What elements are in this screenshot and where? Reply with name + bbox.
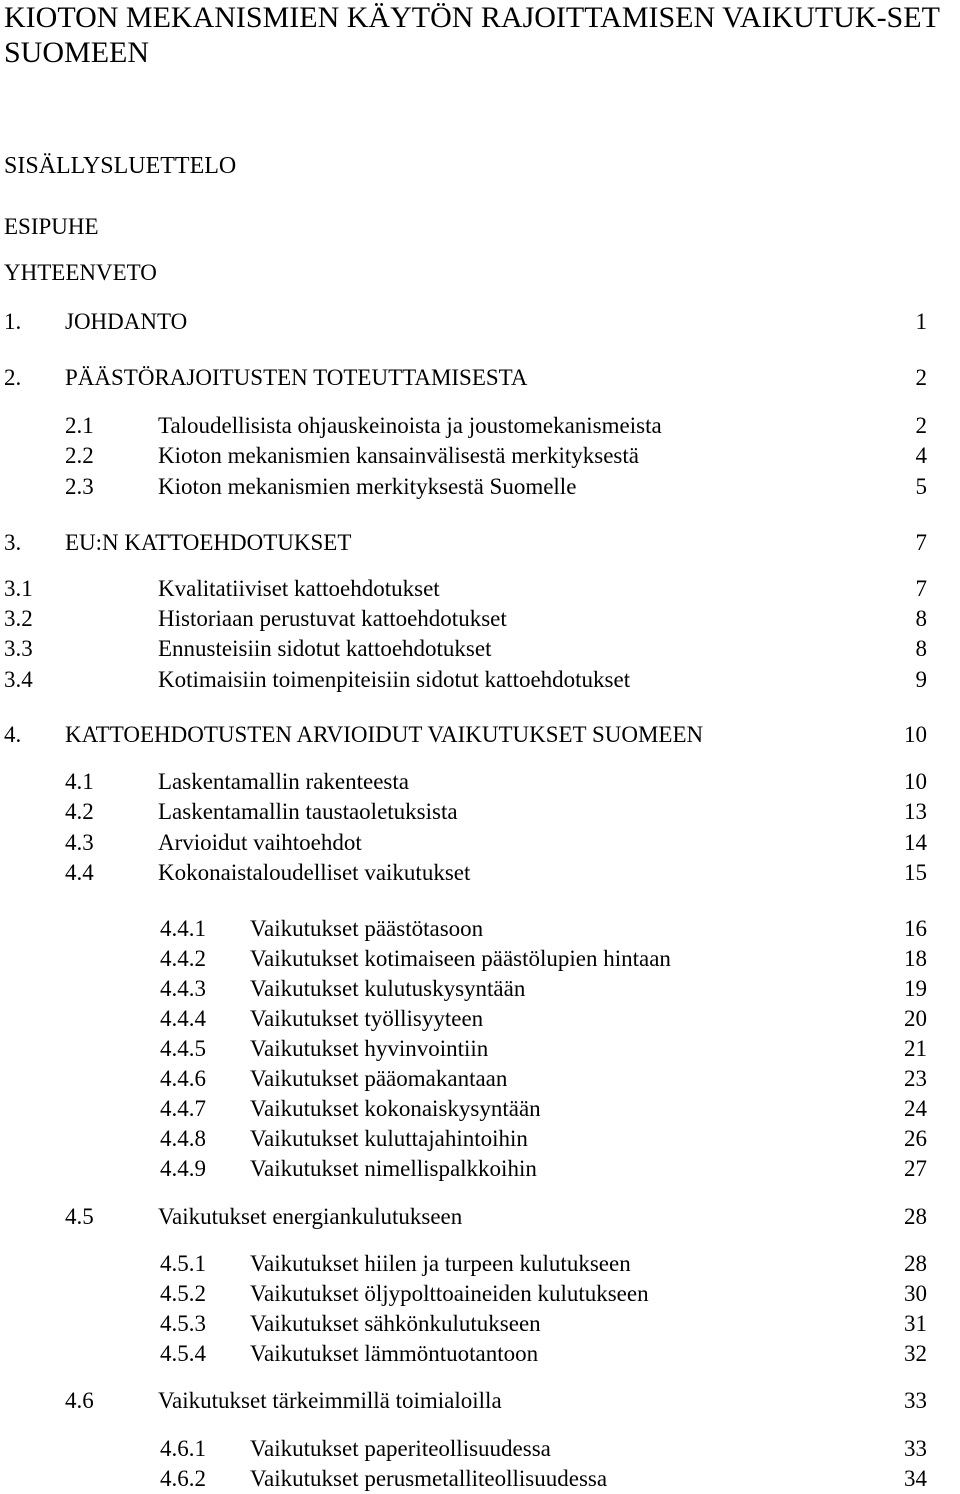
toc-number: 4.6	[65, 1388, 94, 1413]
toc-number: 2.1	[65, 413, 94, 438]
toc-label: Vaikutukset kokonaiskysyntään	[250, 1096, 541, 1121]
toc-label: Taloudellisista ohjauskeinoista ja joustomekanismeista	[158, 413, 662, 438]
toc-page: 27	[904, 1156, 927, 1181]
toc-entry[interactable]	[0, 974, 960, 1004]
toc-page: 28	[904, 1204, 927, 1229]
toc-label: Vaikutukset hyvinvointiin	[250, 1036, 489, 1061]
toc-entry[interactable]	[0, 797, 960, 827]
front-matter-yhteenveto: YHTEENVETO	[4, 260, 157, 285]
toc-page: 19	[904, 976, 927, 1001]
toc-label: Laskentamallin taustaoletuksista	[158, 799, 458, 824]
toc-label: Vaikutukset energiankulutukseen	[158, 1204, 463, 1229]
toc-number: 4.4	[65, 860, 94, 885]
toc-number: 3.	[4, 530, 22, 555]
toc-page: 26	[904, 1126, 927, 1151]
toc-page: 10	[904, 722, 927, 747]
toc-entry[interactable]	[0, 363, 960, 393]
toc-page: 18	[904, 946, 927, 971]
toc-label: Kioton mekanismien merkityksestä Suomelle	[158, 474, 577, 499]
toc-page: 2	[915, 365, 927, 390]
toc-entry[interactable]	[0, 528, 960, 558]
toc-entry[interactable]	[0, 767, 960, 797]
toc-entry[interactable]	[0, 307, 960, 337]
toc-label: Vaikutukset pääomakantaan	[250, 1066, 508, 1091]
toc-entry[interactable]	[0, 1339, 960, 1369]
toc-number: 4.4.3	[160, 976, 206, 1001]
toc-page: 7	[915, 576, 927, 601]
toc-label: EU:N KATTOEHDOTUKSET	[65, 530, 352, 555]
toc-label: Kvalitatiiviset kattoehdotukset	[158, 576, 440, 601]
toc-entry[interactable]	[0, 411, 960, 441]
toc-page: 10	[904, 769, 927, 794]
toc-label: Vaikutukset päästötasoon	[250, 916, 484, 941]
toc-entry[interactable]	[0, 1064, 960, 1094]
toc-page: 23	[904, 1066, 927, 1091]
toc-entry[interactable]	[0, 1202, 960, 1232]
toc-entry[interactable]	[0, 441, 960, 471]
toc-number: 4.3	[65, 830, 94, 855]
toc-page: 1	[915, 309, 927, 334]
toc-number: 2.3	[65, 474, 94, 499]
toc-entry[interactable]	[0, 858, 960, 888]
toc-page: 14	[904, 830, 927, 855]
toc-label: Vaikutukset nimellispalkkoihin	[250, 1156, 537, 1181]
toc-entry[interactable]	[0, 1034, 960, 1064]
toc-label: KATTOEHDOTUSTEN ARVIOIDUT VAIKUTUKSET SUOMEEN	[65, 722, 704, 747]
toc-number: 4.5.1	[160, 1251, 206, 1276]
toc-label: Kioton mekanismien kansainvälisestä merkityksestä	[158, 443, 639, 468]
toc-page: 34	[904, 1466, 927, 1491]
toc-label: Vaikutukset perusmetalliteollisuudessa	[250, 1466, 608, 1491]
toc-label: Ennusteisiin sidotut kattoehdotukset	[158, 636, 492, 661]
toc-entry[interactable]	[0, 472, 960, 502]
toc-page: 33	[904, 1436, 927, 1461]
toc-page: 31	[904, 1311, 927, 1336]
toc-page: 13	[904, 799, 927, 824]
toc-number: 3.1	[4, 576, 33, 601]
toc-page: 7	[915, 530, 927, 555]
toc-number: 3.2	[4, 606, 33, 631]
toc-label: Vaikutukset kuluttajahintoihin	[250, 1126, 528, 1151]
toc-page: 15	[904, 860, 927, 885]
toc-number: 4.4.4	[160, 1006, 206, 1031]
toc-number: 4.4.2	[160, 946, 206, 971]
toc-label: Kotimaisiin toimenpiteisiin sidotut kattoehdotukset	[158, 667, 631, 692]
toc-label: JOHDANTO	[65, 309, 188, 334]
toc-entry[interactable]	[0, 828, 960, 858]
toc-entry[interactable]	[0, 1094, 960, 1124]
front-matter-esipuhe: ESIPUHE	[4, 214, 99, 239]
toc-entry[interactable]	[0, 1434, 960, 1464]
toc-page: 33	[904, 1388, 927, 1413]
toc-number: 4.1	[65, 769, 94, 794]
toc-page: 28	[904, 1251, 927, 1276]
toc-page: 4	[915, 443, 927, 468]
document-title: KIOTON MEKANISMIEN KÄYTÖN RAJOITTAMISEN VAIKUTUK-SET SUOMEEN	[4, 1, 940, 69]
toc-number: 4.4.5	[160, 1036, 206, 1061]
toc-page: 5	[915, 474, 927, 499]
toc-label: Laskentamallin rakenteesta	[158, 769, 409, 794]
toc-entry[interactable]	[0, 1154, 960, 1184]
toc-number: 3.4	[4, 667, 33, 692]
toc-number: 4.2	[65, 799, 94, 824]
toc-number: 2.2	[65, 443, 94, 468]
toc-page: 30	[904, 1281, 927, 1306]
toc-page: 8	[915, 606, 927, 631]
toc-number: 4.4.9	[160, 1156, 206, 1181]
toc-number: 4.4.7	[160, 1096, 206, 1121]
toc-entry[interactable]	[0, 944, 960, 974]
toc-entry[interactable]	[0, 1249, 960, 1279]
toc-entry[interactable]	[0, 604, 960, 634]
toc-label: Vaikutukset sähkönkulutukseen	[250, 1311, 541, 1336]
toc-page: 2	[915, 413, 927, 438]
toc-label: Vaikutukset työllisyyteen	[250, 1006, 484, 1031]
toc-number: 3.3	[4, 636, 33, 661]
toc-entry[interactable]	[0, 1279, 960, 1309]
toc-label: Arvioidut vaihtoehdot	[158, 830, 362, 855]
toc-heading: SISÄLLYSLUETTELO	[4, 153, 237, 179]
toc-number: 4.4.1	[160, 916, 206, 941]
toc-number: 4.6.1	[160, 1436, 206, 1461]
toc-label: Vaikutukset paperiteollisuudessa	[250, 1436, 551, 1461]
toc-label: Vaikutukset tärkeimmillä toimialoilla	[158, 1388, 502, 1413]
toc-entry[interactable]	[0, 634, 960, 664]
toc-page: 21	[904, 1036, 927, 1061]
toc-number: 4.4.6	[160, 1066, 206, 1091]
toc-page: 20	[904, 1006, 927, 1031]
toc-label: Vaikutukset lämmöntuotantoon	[250, 1341, 539, 1366]
toc-number: 4.5.2	[160, 1281, 206, 1306]
toc-entry[interactable]	[0, 1309, 960, 1339]
toc-entry[interactable]	[0, 1124, 960, 1154]
toc-number: 4.	[4, 722, 22, 747]
toc-label: Vaikutukset öljypolttoaineiden kulutukseen	[250, 1281, 649, 1306]
toc-label: PÄÄSTÖRAJOITUSTEN TOTEUTTAMISESTA	[65, 365, 528, 390]
toc-page: 16	[904, 916, 927, 941]
toc-label: Kokonaistaloudelliset vaikutukset	[158, 860, 471, 885]
toc-label: Vaikutukset kulutuskysyntään	[250, 976, 526, 1001]
toc-entry[interactable]	[0, 720, 960, 750]
toc-number: 1.	[4, 309, 22, 334]
toc-page: 9	[915, 667, 927, 692]
toc-entry[interactable]	[0, 1004, 960, 1034]
toc-entry[interactable]	[0, 1386, 960, 1416]
toc-entry[interactable]	[0, 914, 960, 944]
toc-page: 32	[904, 1341, 927, 1366]
toc-label: Vaikutukset hiilen ja turpeen kulutukseen	[250, 1251, 631, 1276]
toc-label: Historiaan perustuvat kattoehdotukset	[158, 606, 507, 631]
toc-number: 4.5	[65, 1204, 94, 1229]
toc-number: 4.5.4	[160, 1341, 206, 1366]
toc-label: Vaikutukset kotimaiseen päästölupien hintaan	[250, 946, 671, 971]
toc-number: 2.	[4, 365, 22, 390]
toc-number: 4.4.8	[160, 1126, 206, 1151]
toc-entry[interactable]	[0, 1464, 960, 1494]
toc-page: 8	[915, 636, 927, 661]
toc-number: 4.6.2	[160, 1466, 206, 1491]
toc-entry[interactable]	[0, 665, 960, 695]
toc-entry[interactable]	[0, 574, 960, 604]
toc-page: 24	[904, 1096, 927, 1121]
toc-number: 4.5.3	[160, 1311, 206, 1336]
